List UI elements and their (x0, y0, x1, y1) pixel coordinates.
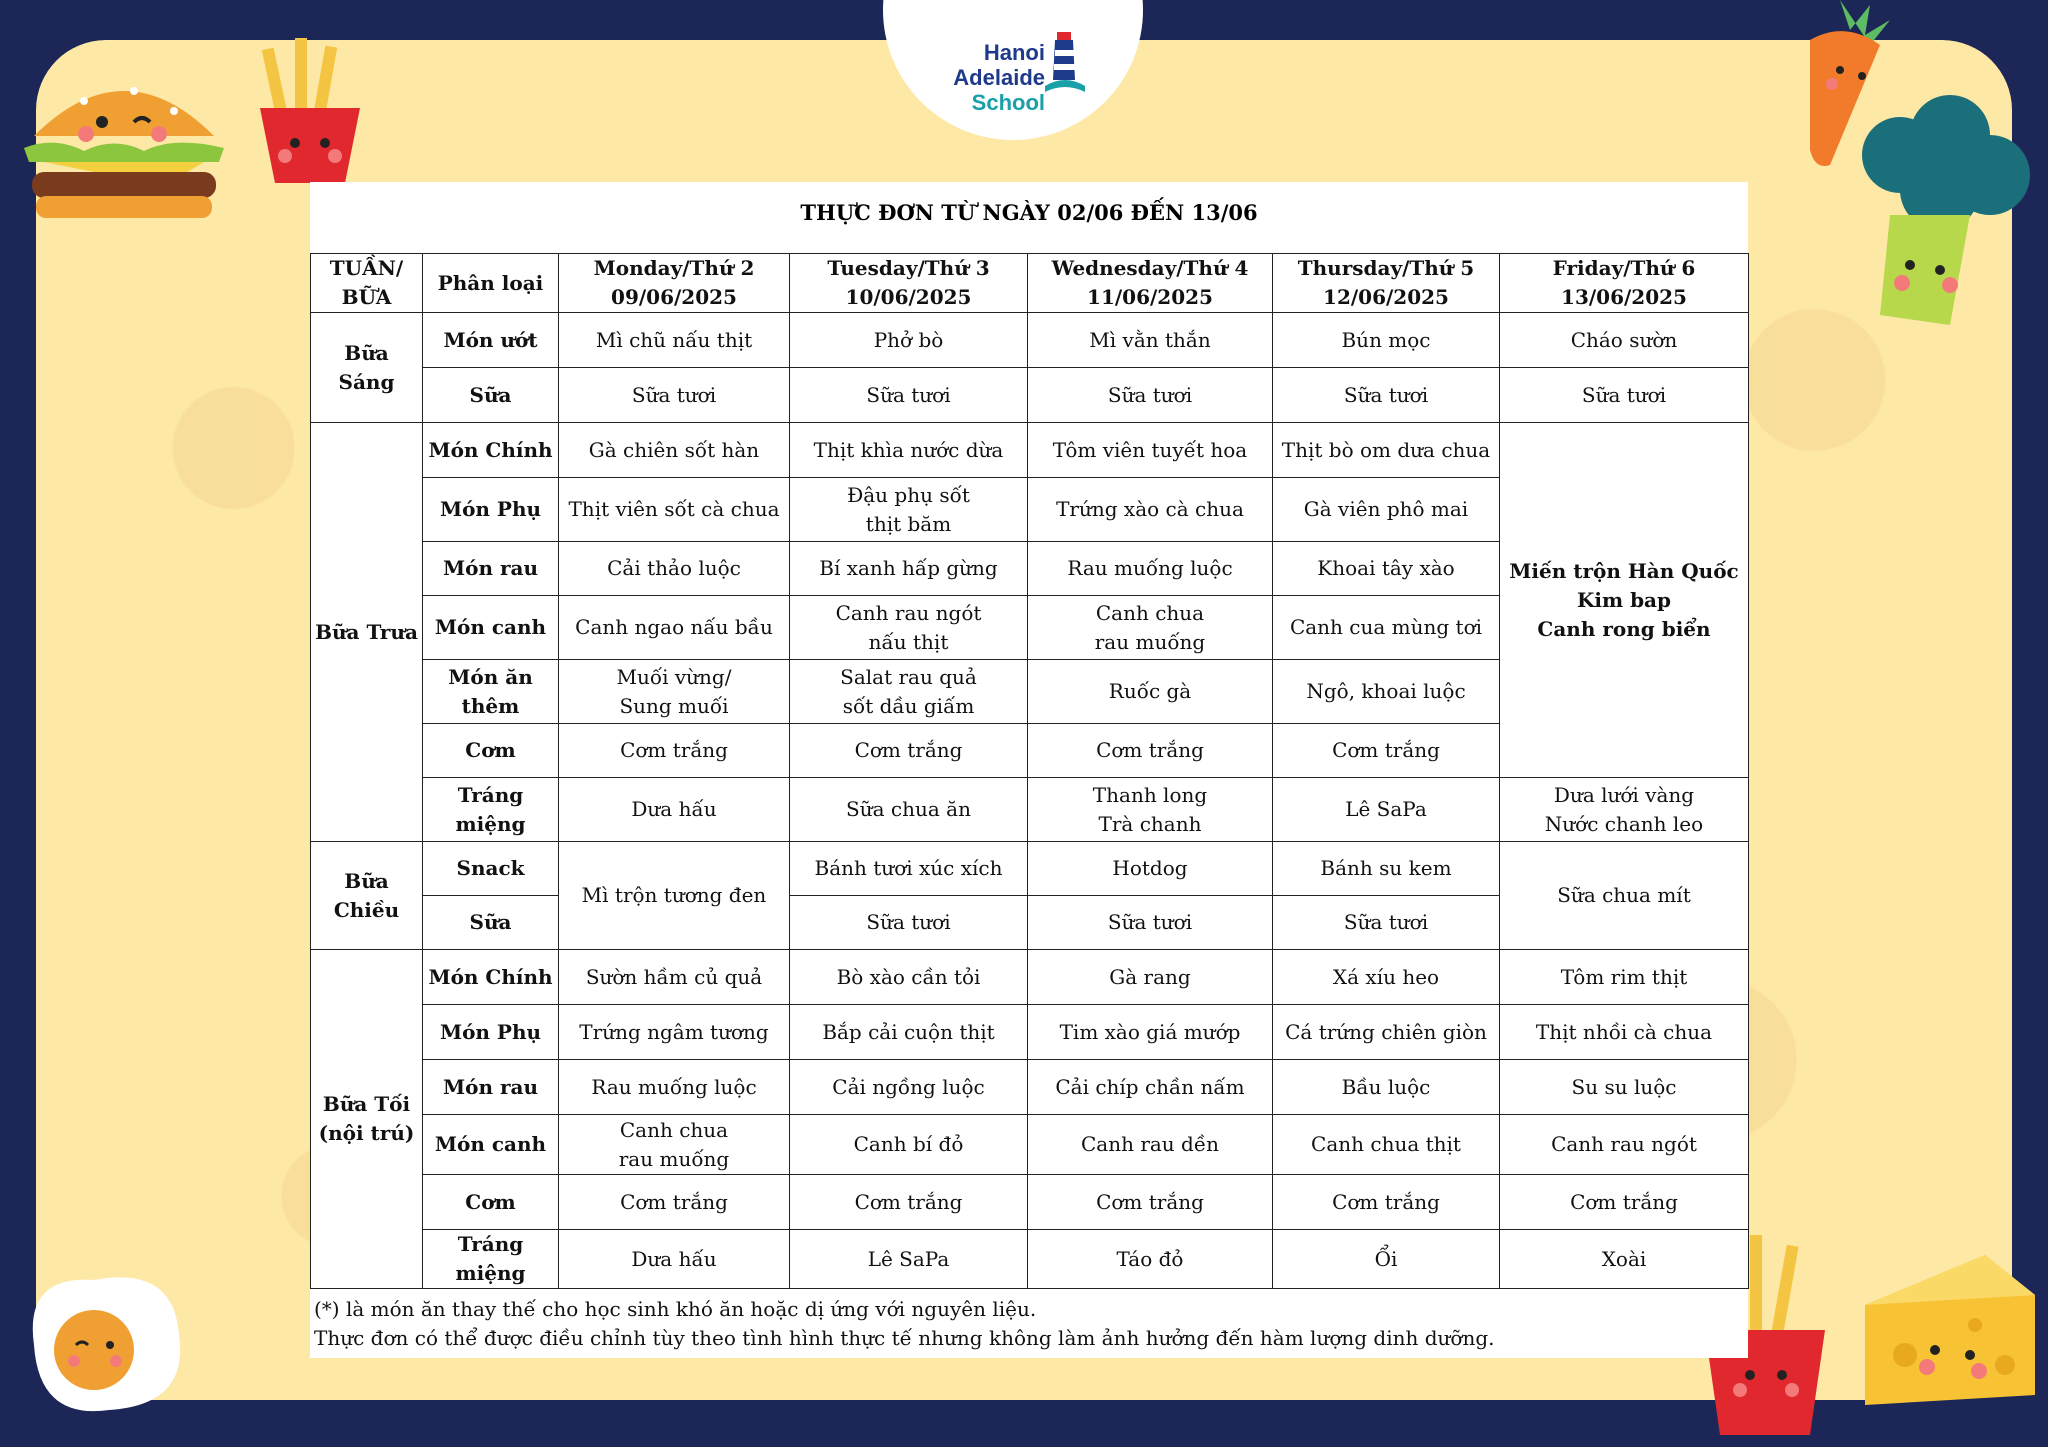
menu-cell: Dưa hấu (559, 1230, 790, 1289)
menu-cell: Sữa tươi (1500, 368, 1749, 423)
menu-cell: Trứng xào cà chua (1028, 478, 1273, 542)
category-label: Món ướt (423, 313, 559, 368)
menu-cell: Cơm trắng (1028, 1175, 1273, 1230)
menu-cell: Cải thảo luộc (559, 542, 790, 596)
table-row (311, 313, 1749, 368)
menu-title: THỰC ĐƠN TỪ NGÀY 02/06 ĐẾN 13/06 (800, 200, 1258, 225)
menu-cell: Sữa tươi (1028, 368, 1273, 423)
menu-cell: Cơm trắng (1028, 724, 1273, 778)
menu-cell: Canh rau dền (1028, 1115, 1273, 1175)
fries-icon (240, 38, 380, 188)
category-label: Sữa (423, 896, 559, 950)
meal-lunch: Bữa Trưa (311, 423, 423, 842)
menu-sheet (310, 182, 1748, 1358)
table-row (311, 423, 1749, 478)
table-row (311, 778, 1749, 842)
table-row (311, 1175, 1749, 1230)
table-row (311, 1005, 1749, 1060)
table-row (311, 1060, 1749, 1115)
menu-cell: Gà chiên sốt hàn (559, 423, 790, 478)
menu-cell: Sữa tươi (1028, 896, 1273, 950)
menu-cell: Lê SaPa (790, 1230, 1028, 1289)
menu-cell: Ngô, khoai luộc (1273, 660, 1500, 724)
menu-cell: Cơm trắng (1273, 724, 1500, 778)
menu-cell: Sữa tươi (559, 368, 790, 423)
menu-cell: Gà viên phô mai (1273, 478, 1500, 542)
menu-cell: Cơm trắng (790, 724, 1028, 778)
header-category: Phân loại (423, 254, 559, 313)
menu-cell: Canh cua mùng tơi (1273, 596, 1500, 660)
menu-cell: Dưa hấu (559, 778, 790, 842)
menu-cell: Canh rau ngót (1500, 1115, 1749, 1175)
menu-cell: Canh ngao nấu bầu (559, 596, 790, 660)
category-label: Món rau (423, 1060, 559, 1115)
menu-cell: Canh chua thịt (1273, 1115, 1500, 1175)
header-friday: Friday/Thứ 6 13/06/2025 (1500, 254, 1749, 313)
menu-cell: Cơm trắng (790, 1175, 1028, 1230)
menu-cell: Muối vừng/ Sung muối (559, 660, 790, 724)
menu-cell: Bò xào cần tỏi (790, 950, 1028, 1005)
menu-cell: Rau muống luộc (559, 1060, 790, 1115)
menu-cell: Cải ngồng luộc (790, 1060, 1028, 1115)
category-label: Snack (423, 842, 559, 896)
lighthouse-icon (1045, 28, 1085, 98)
menu-cell: Táo đỏ (1028, 1230, 1273, 1289)
fried-egg-icon (14, 1255, 194, 1425)
category-label: Món Phụ (423, 478, 559, 542)
header-monday: Monday/Thứ 2 09/06/2025 (559, 254, 790, 313)
menu-cell: Gà rang (1028, 950, 1273, 1005)
menu-cell: Trứng ngâm tương (559, 1005, 790, 1060)
table-row (311, 1115, 1749, 1175)
menu-cell: Thịt nhồi cà chua (1500, 1005, 1749, 1060)
menu-cell: Cơm trắng (559, 1175, 790, 1230)
menu-cell: Thanh long Trà chanh (1028, 778, 1273, 842)
menu-cell: Canh bí đỏ (790, 1115, 1028, 1175)
menu-cell: Thịt bò om dưa chua (1273, 423, 1500, 478)
menu-cell: Rau muống luộc (1028, 542, 1273, 596)
menu-cell: Tôm viên tuyết hoa (1028, 423, 1273, 478)
category-label: Cơm (423, 1175, 559, 1230)
menu-cell: Tim xào giá mướp (1028, 1005, 1273, 1060)
menu-cell: Đậu phụ sốt thịt băm (790, 478, 1028, 542)
menu-cell: Bún mọc (1273, 313, 1500, 368)
menu-cell: Cá trứng chiên giòn (1273, 1005, 1500, 1060)
menu-cell: Lê SaPa (1273, 778, 1500, 842)
menu-cell: Bầu luộc (1273, 1060, 1500, 1115)
menu-cell: Khoai tây xào (1273, 542, 1500, 596)
menu-cell: Cháo sườn (1500, 313, 1749, 368)
header-week-meal: TUẦN/ BỮA (311, 254, 423, 313)
menu-cell: Cơm trắng (1500, 1175, 1749, 1230)
category-label: Tráng miệng (423, 1230, 559, 1289)
footer-note-1: (*) là món ăn thay thế cho học sinh khó ăn hoặc dị ứng với nguyên liệu. (314, 1297, 1037, 1321)
friday-lunch-special: Miến trộn Hàn Quốc Kim bap Canh rong biển (1500, 423, 1749, 778)
menu-cell: Mì trộn tương đen (559, 842, 790, 950)
category-label: Món canh (423, 1115, 559, 1175)
menu-cell: Sữa tươi (790, 896, 1028, 950)
menu-cell: Sữa tươi (1273, 368, 1500, 423)
menu-cell: Canh chua rau muống (559, 1115, 790, 1175)
menu-cell: Thịt khìa nước dừa (790, 423, 1028, 478)
menu-cell: Dưa lưới vàng Nước chanh leo (1500, 778, 1749, 842)
category-label: Tráng miệng (423, 778, 559, 842)
menu-cell: Sữa tươi (790, 368, 1028, 423)
broccoli-icon (1840, 95, 2040, 335)
menu-cell: Mì chũ nấu thịt (559, 313, 790, 368)
menu-cell: Bánh tươi xúc xích (790, 842, 1028, 896)
menu-cell: Cơm trắng (1273, 1175, 1500, 1230)
menu-cell: Tôm rim thịt (1500, 950, 1749, 1005)
table-row (311, 842, 1749, 896)
menu-cell: Bí xanh hấp gừng (790, 542, 1028, 596)
table-row (311, 950, 1749, 1005)
footer-notes (314, 1295, 1495, 1353)
table-header-row (311, 254, 1749, 313)
menu-cell: Hotdog (1028, 842, 1273, 896)
logo-line-1: Hanoi (983, 40, 1045, 65)
category-label: Sữa (423, 368, 559, 423)
category-label: Món Chính (423, 950, 559, 1005)
menu-cell: Canh rau ngót nấu thịt (790, 596, 1028, 660)
category-label: Món Phụ (423, 1005, 559, 1060)
menu-cell: Thịt viên sốt cà chua (559, 478, 790, 542)
menu-cell: Sữa chua ăn (790, 778, 1028, 842)
meal-breakfast: Bữa Sáng (311, 313, 423, 423)
menu-cell: Su su luộc (1500, 1060, 1749, 1115)
menu-cell: Sữa chua mít (1500, 842, 1749, 950)
menu-cell: Sườn hầm củ quả (559, 950, 790, 1005)
category-label: Món ăn thêm (423, 660, 559, 724)
menu-table (310, 253, 1749, 1289)
footer-note-2: Thực đơn có thể được điều chỉnh tùy theo tình hình thực tế nhưng không làm ảnh hưởng đến hàm lượng dinh dưỡng. (314, 1326, 1495, 1350)
meal-afternoon: Bữa Chiều (311, 842, 423, 950)
menu-cell: Bánh su kem (1273, 842, 1500, 896)
menu-cell: Sữa tươi (1273, 896, 1500, 950)
logo-line-3: School (971, 90, 1045, 115)
category-label: Cơm (423, 724, 559, 778)
menu-cell: Cải chíp chần nấm (1028, 1060, 1273, 1115)
menu-cell: Xoài (1500, 1230, 1749, 1289)
category-label: Món Chính (423, 423, 559, 478)
header-thursday: Thursday/Thứ 5 12/06/2025 (1273, 254, 1500, 313)
burger-icon (14, 56, 234, 226)
menu-cell: Xá xíu heo (1273, 950, 1500, 1005)
category-label: Món canh (423, 596, 559, 660)
header-tuesday: Tuesday/Thứ 3 10/06/2025 (790, 254, 1028, 313)
menu-cell: Phở bò (790, 313, 1028, 368)
menu-cell: Salat rau quả sốt dầu giấm (790, 660, 1028, 724)
menu-cell: Bắp cải cuộn thịt (790, 1005, 1028, 1060)
menu-cell: Ruốc gà (1028, 660, 1273, 724)
category-label: Món rau (423, 542, 559, 596)
meal-dinner: Bữa Tối (nội trú) (311, 950, 423, 1289)
menu-cell: Canh chua rau muống (1028, 596, 1273, 660)
table-row (311, 1230, 1749, 1289)
menu-cell: Mì vằn thắn (1028, 313, 1273, 368)
logo-line-2: Adelaide (953, 65, 1045, 90)
cheese-icon (1855, 1245, 2045, 1415)
menu-cell: Ổi (1273, 1230, 1500, 1289)
menu-cell: Cơm trắng (559, 724, 790, 778)
school-logo-text (945, 40, 1045, 115)
header-wednesday: Wednesday/Thứ 4 11/06/2025 (1028, 254, 1273, 313)
table-row (311, 368, 1749, 423)
